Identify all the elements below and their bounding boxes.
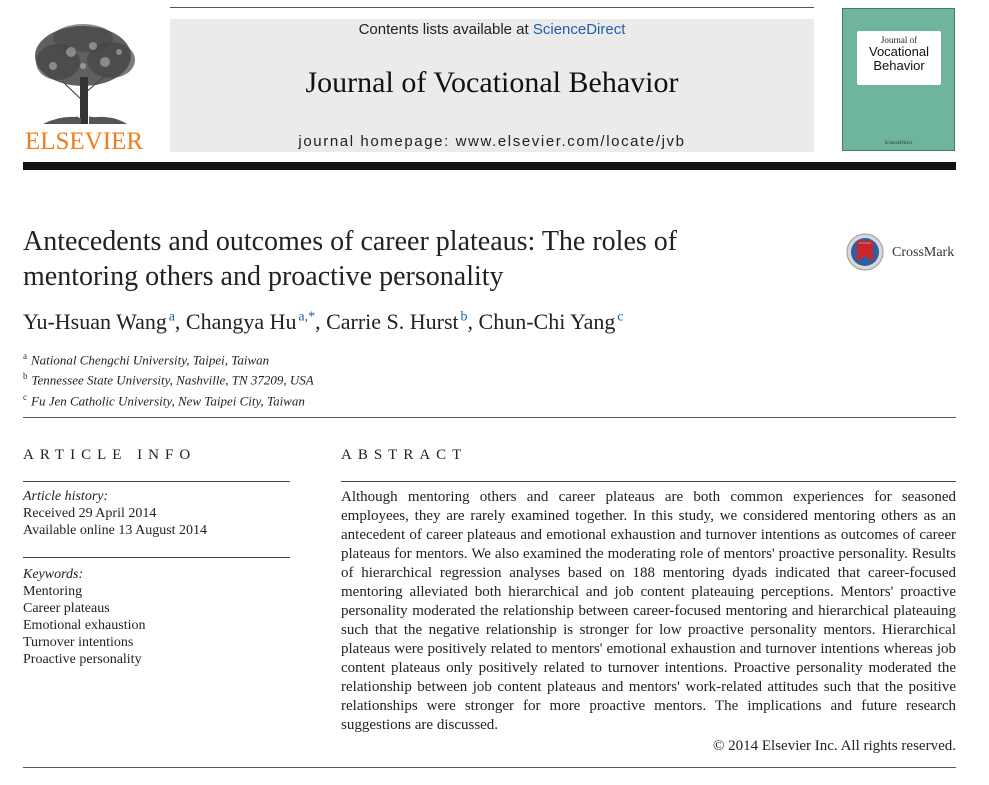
cover-title-box [857,31,941,85]
abstract-rule [341,481,956,482]
affiliation-mark: c [23,391,27,402]
header-thick-rule [23,162,956,170]
cover-title-line2: Behavior [873,58,925,73]
article-title-line1: Antecedents and outcomes of career plateaus: The roles of [23,226,678,257]
crossmark-button[interactable] [846,232,961,272]
article-title [23,224,783,294]
cover-title-line1: Vocational [869,44,929,59]
journal-header-box [170,19,814,152]
cover-title [857,45,941,73]
keyword-item: Emotional exhaustion [23,618,146,633]
journal-cover[interactable] [842,8,955,151]
author-name[interactable]: Chun-Chi Yang [478,309,616,334]
author-name[interactable]: Changya Hu [185,309,297,334]
author-name[interactable]: Yu-Hsuan Wang [23,309,167,334]
contents-prefix: Contents lists available at [358,21,533,38]
affiliation-mark: a [23,351,27,361]
section-divider [23,417,956,418]
affiliation-text: Fu Jen Catholic University, New Taipei City, Taiwan [31,392,305,408]
author-list: Yu-Hsuan Wang $^a$, Changya Hu $^{a,*}$, Carrie S. Hurst $^b$, Chun-Chi Yang $^c$ [23,309,624,334]
crossmark-label: CrossMark [892,245,955,260]
keywords-rule [23,557,290,558]
keyword-item: Career plateaus [23,601,110,616]
affiliation-row [23,368,623,388]
received-date: Received 29 April 2014 [23,506,157,521]
article-info-rule [23,481,290,482]
keyword-item: Proactive personality [23,652,142,667]
author-affiliation-mark[interactable]: a,* [298,309,316,325]
affiliation-row [23,389,623,409]
author-affiliation-mark[interactable]: a [168,309,175,325]
keywords-label: Keywords: [23,567,84,582]
affiliations [23,348,623,409]
cover-small-text: Journal of [880,35,918,45]
abstract-heading: ABSTRACT [341,447,468,463]
elsevier-wordmark: ELSEVIER [24,128,144,155]
keywords [23,566,290,668]
elsevier-logo [23,22,145,155]
abstract-text: Although mentoring others and career plateaus are both common experiences for seasoned employees, they are rarely examined together. In this study, we considered mentoring others as an antecedent of career plateaus and emotional exhaustion and turnover intentions as outcomes of career plateaus for mentors. We also examined the moderating role of mentors' proactive personality. Results of hierarchical regression analyses based on 188 mentoring dyads indicated that career-focused mentoring alleviated both hierarchical and job content plateauing perceptions. Mentors' proactive personality moderated the relationship between career-focused mentoring and hierarchical plateauing such that the negative relationship is stronger for low proactive personality mentors. Hierarchical plateaus were positively related to mentors' emotional exhaustion and turnover intentions whereas job content plateaus only positively related to turnover intentions. Proactive personality moderated the relationship between job content plateaus and mentors' work-related attitudes such that the positive relationships were stronger for more proactive mentors. The implications and future research suggestions are discussed. [341,489,956,733]
article-title-line2: mentoring others and proactive personality [23,261,504,292]
journal-name: Journal of Vocational Behavior [305,66,679,99]
keyword-item: Turnover intentions [23,635,134,650]
available-date: Available online 13 August 2014 [23,523,208,538]
cover-bottom-text: ScienceDirect [884,141,913,146]
author-name[interactable]: Carrie S. Hurst [326,309,459,334]
crossmark-icon [846,232,884,272]
article-history [23,488,290,539]
tree-icon [23,22,145,126]
keyword-item: Mentoring [23,584,83,599]
author-affiliation-mark[interactable]: b [460,309,468,325]
history-label: Article history: [23,489,109,504]
author-affiliation-mark[interactable]: c [617,309,624,325]
affiliation-row [23,348,623,368]
bottom-rule [23,767,956,768]
affiliation-mark: b [23,371,28,382]
header-top-rule [170,7,814,8]
copyright: © 2014 Elsevier Inc. All rights reserved. [712,738,956,754]
contents-line [170,21,814,38]
article-info-heading: ARTICLE INFO [23,447,197,463]
affiliation-text: Tennessee State University, Nashville, TN 37209, USA [31,372,314,388]
sciencedirect-link[interactable]: ScienceDirect [532,21,626,38]
affiliation-text: National Chengchi University, Taipei, Taiwan [31,352,270,368]
journal-homepage-link[interactable]: journal homepage: www.elsevier.com/locate/jvb [298,133,686,150]
